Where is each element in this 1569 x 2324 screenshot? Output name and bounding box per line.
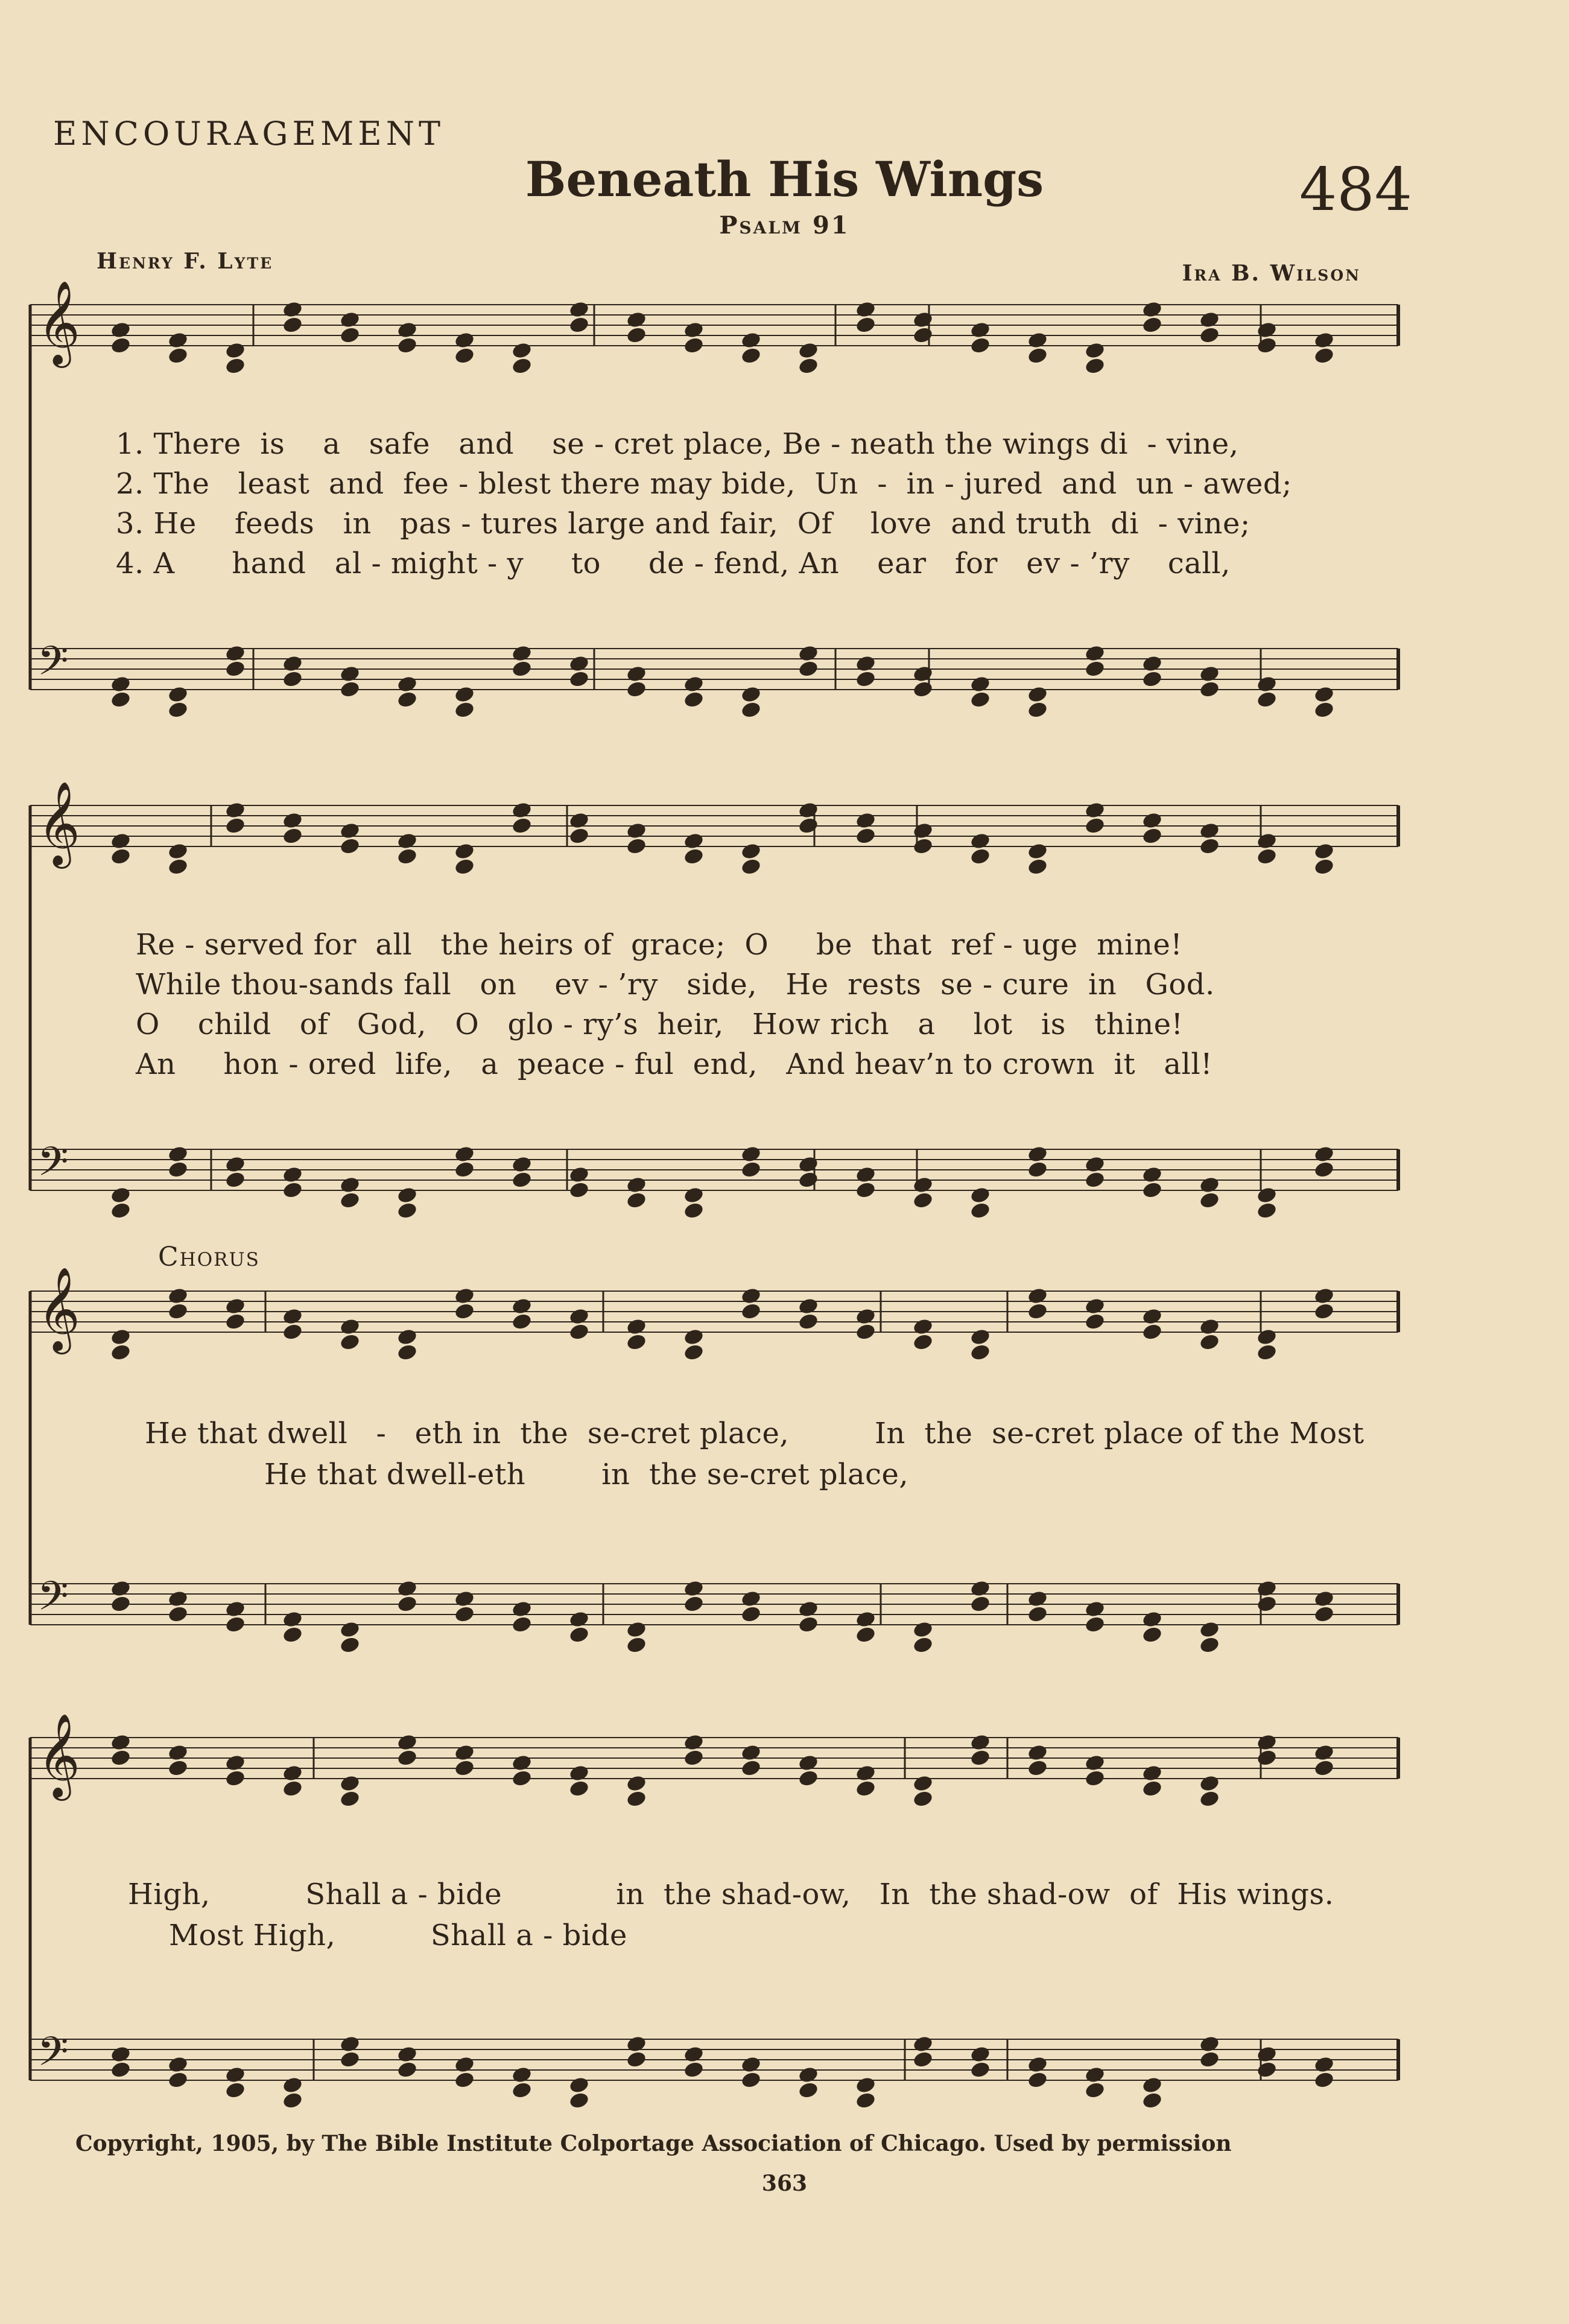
verse-2-line-2: While thou-sands fall on ev - ’ry side, He rests se - cure in God. bbox=[136, 968, 1215, 1002]
verse-4-line-2: An hon - ored life, a peace - ful end, And heav’n to crown it all! bbox=[136, 1047, 1213, 1081]
svg-text:𝄢: 𝄢 bbox=[37, 1138, 69, 1195]
page-number: 363 bbox=[761, 2171, 808, 2196]
svg-text:𝄢: 𝄢 bbox=[37, 2028, 69, 2084]
hymn-title: Beneath His Wings bbox=[525, 151, 1044, 208]
svg-text:𝄞: 𝄞 bbox=[37, 1267, 80, 1351]
verse-2-line-1: 2. The least and fee - blest there may bide, Un - in - jured and un - awed; bbox=[116, 467, 1292, 501]
svg-text:𝄢: 𝄢 bbox=[37, 638, 69, 694]
chorus-line-2: High, Shall a - bide in the shad-ow, In the shad-ow of His wings. bbox=[128, 1878, 1334, 1911]
chorus-line-1: He that dwell - eth in the se-cret place, In the se-cret place of the Most bbox=[145, 1417, 1365, 1450]
lyricist-credit: Henry F. Lyte bbox=[97, 249, 274, 274]
verse-4-line-1: 4. A hand al - might - y to de - fend, An ear for ev - ’ry call, bbox=[116, 547, 1231, 580]
chorus-label: Chorus bbox=[158, 1242, 260, 1272]
hymn-number: 484 bbox=[1299, 156, 1412, 224]
chorus-line-2-echo: Most High, Shall a - bide bbox=[169, 1919, 627, 1952]
composer-credit: Ira B. Wilson bbox=[1182, 261, 1361, 286]
verse-1-line-2: Re - served for all the heirs of grace; O be that ref - uge mine! bbox=[136, 928, 1183, 962]
svg-text:𝄞: 𝄞 bbox=[37, 281, 80, 364]
svg-text:𝄢: 𝄢 bbox=[37, 1573, 69, 1629]
chorus-line-1-echo: He that dwell-eth in the se-cret place, bbox=[264, 1458, 909, 1491]
verse-3-line-1: 3. He feeds in pas - tures large and fair, Of love and truth di - vine; bbox=[116, 507, 1250, 541]
verse-1-line-1: 1. There is a safe and se - cret place, Be - neath the wings di - vine, bbox=[116, 427, 1239, 461]
verse-3-line-2: O child of God, O glo - ry’s heir, How rich a lot is thine! bbox=[136, 1008, 1184, 1041]
section-heading: ENCOURAGEMENT bbox=[53, 115, 445, 153]
svg-text:𝄞: 𝄞 bbox=[37, 1713, 80, 1797]
scripture-reference: Psalm 91 bbox=[719, 211, 850, 240]
copyright-notice: Copyright, 1905, by The Bible Institute Colportage Association of Chicago. Used by permission bbox=[75, 2131, 1232, 2156]
svg-text:𝄞: 𝄞 bbox=[37, 781, 80, 865]
